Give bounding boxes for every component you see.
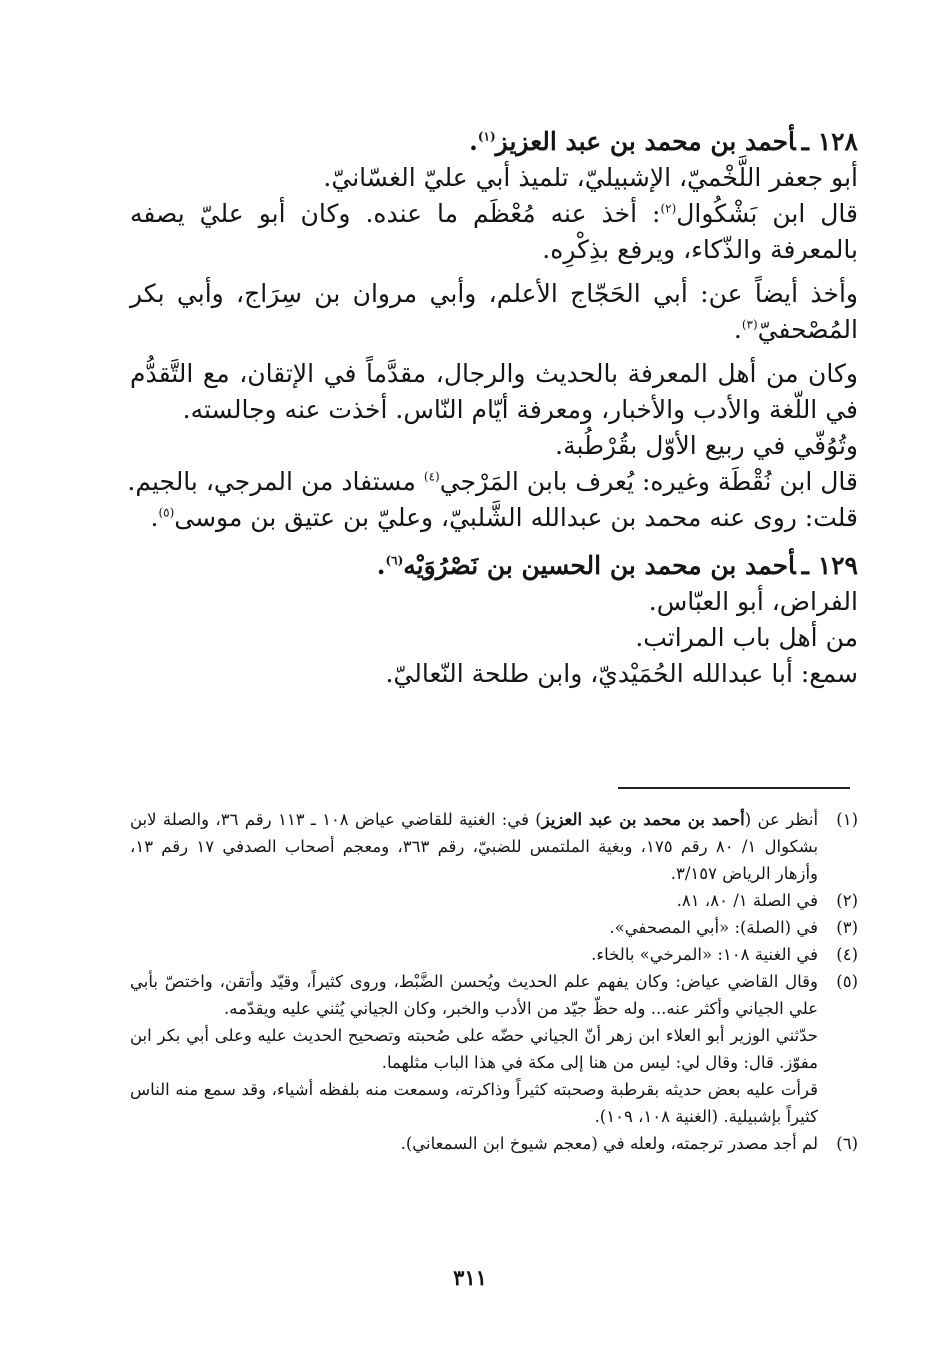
entry-129-title: ١٢٩ ـأحمد بن محمد بن الحسين بن نَصْرُوَيْه$^{(٦)}$. (376, 551, 858, 580)
entry-128-death: وتُوُفّي في ربيع الأوّل بقُرْطُبة. (555, 431, 858, 460)
entry-128-name: أحمد بن محمد بن عبد العزيز (495, 127, 796, 156)
entry-128-para-2: وأخذ أيضاً عن: أبي الحَجّاج الأعلم، وأبي مروان بن سِرَاج، وأبي بكر المُصْحفيّ$^{(٣)}$. (130, 279, 858, 344)
entry-128-para-1: قال ابن بَشْكُوال$^{(٢)}$: أخذ عنه مُعْظَم ما عنده. وكان أبو عليّ يصفه بالمعرفة والذّكاء، ويرفع بذِكْرِه. (130, 199, 858, 264)
footnote-number: (٢) (836, 891, 858, 910)
footnotes (130, 806, 858, 1157)
entry-128-para-3: وكان من أهل المعرفة بالحديث والرجال، مقدَّماً في الإتقان، مع التَّقدُّم في اللّغة والأدب والأخبار، ومعرفة أيّام النّاس. أخذت عنه وجالسته. (130, 359, 858, 424)
footnote-2: (٢) في الصلة ١/ ٨٠، ٨١. (130, 887, 858, 914)
footnote-4: (٤) في الغنية ١٠٨: «المرخي» بالخاء. (130, 941, 858, 968)
footnote-1: (١) أنظر عن (أحمد بن محمد بن عبد العزيز) في: الغنية للقاضي عياض ١٠٨ ـ ١١٣ رقم ٣٦، والصلة لابن بشكوال ١/ ٨٠ رقم ١٧٥، وبغية الملتمس للضبيّ، رقم ٣٦٣، ومعجم أصحاب الصدفي ١٧ رقم ١٣، وأزهار الرياض ٣/١٥٧. (130, 806, 858, 887)
footnote-number: (٥) (836, 972, 858, 991)
entry-129-line-2: من أهل باب المراتب. (635, 623, 858, 652)
footnote-number: (٣) (836, 918, 858, 937)
footnote-ref-1[interactable]: (١) (477, 129, 496, 144)
entry-128-nisba: قال ابن نُقْطَة وغيره: يُعرف بابن المَرْجي$^{(٤)}$ مستفاد من المرجي، بالجيم. (127, 467, 858, 496)
entry-128-narrators: قلت: روى عنه محمد بن عبدالله الشَّلبيّ، وعليّ بن عتيق بن موسى$^{(٥)}$. (150, 503, 858, 532)
entry-129-name: أحمد بن محمد بن الحسين بن نَصْرُوَيْه (403, 551, 796, 580)
entry-128-line-1: أبو جعفر اللَّخْميّ، الإشبيليّ، تلميذ أبي عليّ الغسّانيّ. (323, 163, 858, 192)
entry-129-number: ١٢٩ ـ (801, 551, 858, 580)
entry-129-line-1: الفراض، أبو العبّاس. (648, 587, 858, 616)
footnote-ref-4[interactable]: (٤) (423, 469, 440, 484)
footnote-6: (٦) لم أجد مصدر ترجمته، ولعله في (معجم شيوخ ابن السمعاني). (130, 1130, 858, 1157)
footnote-number: (٤) (836, 945, 858, 964)
footnote-ref-2[interactable]: (٢) (660, 201, 677, 216)
main-text (127, 124, 858, 692)
entry-128-number: ١٢٨ ـ (801, 127, 858, 156)
footnote-number: (١) (836, 810, 858, 829)
footnote-ref-6[interactable]: (٦) (385, 553, 404, 568)
footnote-5: (٥) وقال القاضي عياض: وكان يفهم علم الحديث ويُحسن الضَّبْط، وروى كثيراً، وقيّد وأتقن، واختصّ بأبي علي الجياني وأكثر عنه... وله حظّ جيّد من الأدب والخبر، وكان الجياني يُثني عليه ويقدّمه. (130, 968, 858, 1022)
footnote-ref-5[interactable]: (٥) (158, 505, 175, 520)
footnote-3: (٣) في (الصلة): «أبي المصحفي». (130, 914, 858, 941)
footnote-ref-3[interactable]: (٣) (741, 317, 758, 332)
entry-129-line-3: سمع: أبا عبدالله الحُمَيْديّ، وابن طلحة النّعاليّ. (385, 659, 858, 688)
entry-128-title: ١٢٨ ـأحمد بن محمد بن عبد العزيز$^{(١)}$. (469, 127, 858, 156)
footnote-5-continued-1: حدّثني الوزير أبو العلاء ابن زهر أنّ الجياني حضّه على صُحبته وتصحيح الحديث عليه وعلى أبي بكر ابن مفوّز. قال: وقال لي: ليس من هنا إلى مكة في هذا الباب مثلهما. (130, 1026, 818, 1072)
footnote-divider (618, 787, 850, 789)
page-number: ٣١١ (453, 1265, 487, 1290)
footnote-number: (٦) (836, 1134, 858, 1153)
footnote-5-continued-2: قرأت عليه بعض حديثه بقرطبة وصحبته كثيراً وذاكرته، وسمعت منه بلفظه أشياء، وقد سمع منه الناس كثيراً بإشبيلية. (الغنية ١٠٨، ١٠٩). (130, 1080, 818, 1126)
